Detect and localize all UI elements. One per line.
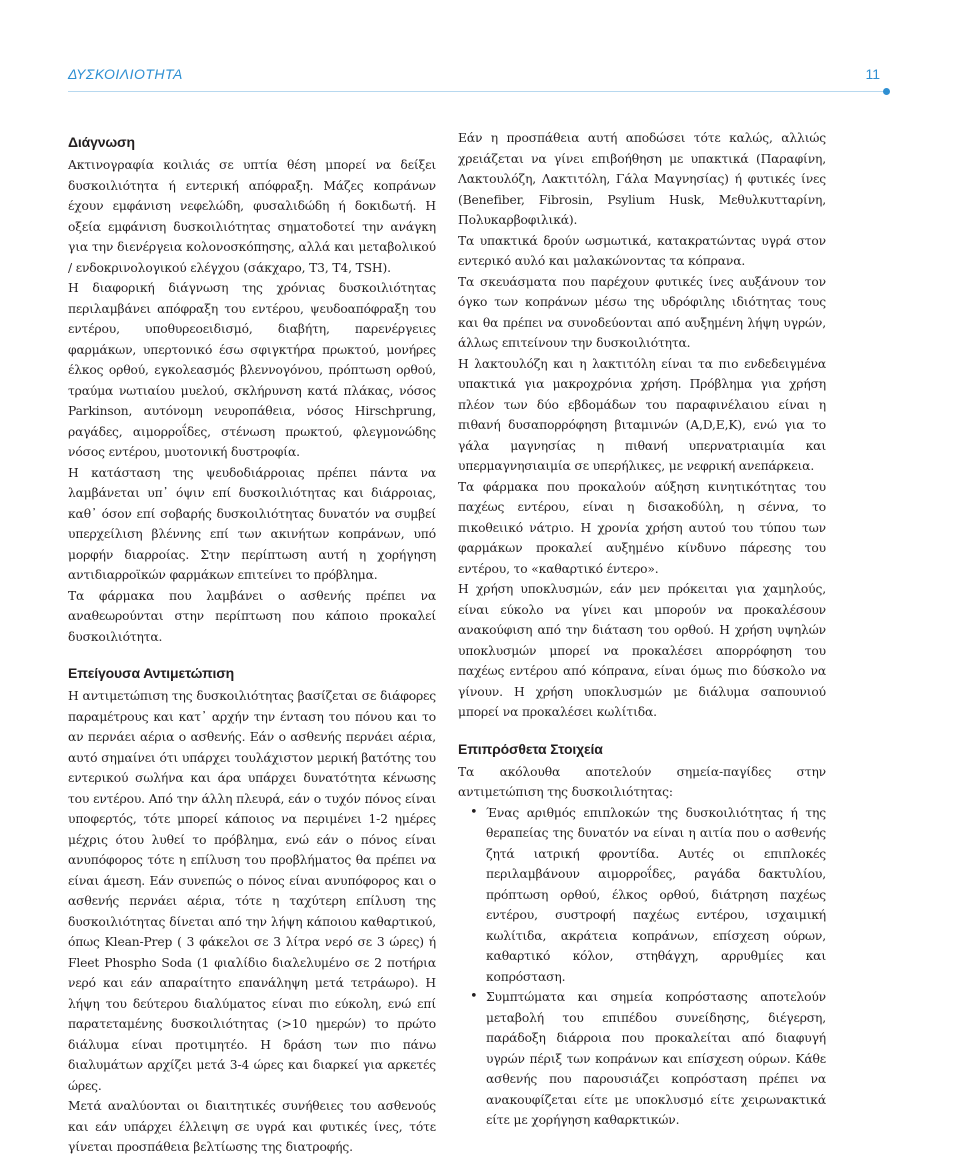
paragraph: Τα ακόλουθα αποτελούν σημεία-παγίδες στην αντιμετώπιση της δυσκοιλιότητας: <box>458 764 826 799</box>
paragraph: Τα φάρμακα που λαμβάνει ο ασθενής πρέπει να αναθεωρούνται στην περίπτωση που κάποιο προκαλεί δυσκοιλιότητα. <box>68 588 436 644</box>
bullet-list <box>458 803 826 1131</box>
list-item: • Συμπτώματα και σημεία κοπρόστασης αποτελούν μεταβολή του επιπέδου συνείδησης, διέγερση, παράδοξη διάρροια που προκαλείται από διαφυγή υγρών πέριξ των κοπράνων και επίσχεση ούρων. Κάθε ασθενής που παρουσιάζει κοπρόσταση πρέπει να ανακουφίζεται είτε με υποκλυσμό είτε χειρωνακτικά είτε με χορήγηση καθαρκτικών. <box>486 987 826 1131</box>
paragraph: Η αντιμετώπιση της δυσκοιλιότητας βασίζεται σε διάφορες παραμέτρους και κατ᾽ αρχήν την ένταση του πόνου και το αν περνάει αέρια ο ασθενής. Εάν ο ασθενής περνάει αέρια, αυτό σημαίνει ότι υπάρχει τουλάχιστον μερική βατότης του εντερικού σωλήνα και άρα υπάρχει δυνατότητα κένωσης του εντέρου. Από την άλλη πλευρά, εάν ο τυχόν πόνος είναι υποφερτός, τότε μπορεί κάποιος να περιμένει 1-2 ημέρες μέχρις ότου λυθεί το πρόβλημα, ενώ εάν ο πόνος είναι ανυπόφορος τότε η επίλυση του προβλήματος θα πρέπει να είναι άμεση. Εάν συνεπώς ο πόνος είναι ανυπόφορος και ο ασθενής περνάει αέρια, τότε η ταχύτερη επίλυση της δυσκοιλιότητας δίνεται από την λήψη κάποιου καθαρτικού, όπως Klean-Prep ( 3 φάκελοι σε 3 λίτρα νερό σε 3 ώρες) ή Fleet Phospho Soda (1 φιαλίδιο διαλελυμένο σε 2 ποτήρια νερό και εάν απαραίτητο επανάληψη μετά τετράωρο). Η λήψη του δεύτερου διαλύματος είναι πιο εύκολη, ενώ επί παρατεταμένης δυσκοιλιότητας (>10 ημερών) το πρώτο διάλυμα είναι προτιμητέο. Η δράση των πιο πάνω διαλυμάτων αρχίζει μετά 3-4 ώρες και διαρκεί για αρκετές ώρες. <box>68 689 436 1093</box>
left-column <box>68 128 436 1158</box>
header-rule-dot <box>883 88 890 95</box>
section-spacer <box>68 647 436 663</box>
paragraph: Τα φάρμακα που προκαλούν αύξηση κινητικότητας του παχέως εντέρου, είναι η δισακοδύλη, η σέννα, το πικοθειικό νάτριο. Η χρονία χρήση αυτού του τύπου των φαρμάκων προκαλεί αυξημένο κίνδυνο πάρεσης του εντέρου, το «καθαρτικό έντερο». <box>458 479 826 576</box>
paragraph: Ακτινογραφία κοιλιάς σε υπτία θέση μπορεί να δείξει δυσκοιλιότητα ή εντερική απόφραξη. Μάζες κοπράνων έχουν εμφάνιση νεφελώδη, φυσαλιδώδη ή δοκιδωτή. Η οξεία εμφάνιση δυσκοιλιότητας σηματοδοτεί την ανάγκη για την διενέργεια κολονοσκόπησης, αλλά και μεταβολικού / ενδοκρινολογικού ελέγχου (σάκχαρο, Τ3, Τ4, TSH). <box>68 158 436 275</box>
section-heading-additional: Επιπρόσθετα Στοιχεία <box>458 740 603 757</box>
page-header <box>68 64 894 90</box>
paragraph: Η λακτουλόζη και η λακτιτόλη είναι τα πιο ενδεδειγμένα υπακτικά για μακροχρόνια χρήση. Πρόβλημα για χρήση πλέον των δύο εβδομάδων του παραφινέλαιου είναι η πιθανή δυσαπορρόφηση βιταμινών (A,D,E,K), ενώ για το γάλα μαγνησίας η πιθανή υπερνατριαιμία και υπερμαγνησιαιμία σε υπερήλικες, με νεφρική ανεπάρκεια. <box>458 356 826 473</box>
paragraph: Τα σκευάσματα που παρέχουν φυτικές ίνες αυξάνουν τον όγκο των κοπράνων μέσω της υδρόφιλης ιδιότητας τους και θα πρέπει να συνοδεύονται από αυξημένη λήψη υγρών, άλλως επιτείνουν την δυσκοιλιότητα. <box>458 274 826 350</box>
paragraph: Η χρήση υποκλυσμών, εάν μεν πρόκειται για χαμηλούς, είναι εύκολο να γίνει και μπορούν να προκαλέσουν ανακούφιση από την διάταση του ορθού. Η χρήση υψηλών υποκλυσμών μπορεί να προκαλέσει απορρόφηση του παχέως εντέρου από κόπρανα, είναι όμως πιο δύσκολο να γίνουν. Η χρήση υποκλυσμών με διάλυμα σαπουνιού μπορεί να προκαλέσει κωλίτιδα. <box>458 582 826 719</box>
list-item: • Ένας αριθμός επιπλοκών της δυσκοιλιότητας ή της θεραπείας της δυνατόν να είναι η αιτία που ο ασθενής ζητά ιατρική φροντίδα. Αυτές οι επιπλοκές περιλαμβάνουν αιμορροΐδες, ραγάδα δακτυλίου, πρόπτωση ορθού, έλκος ορθού, διάτρηση παχέως εντέρου, συστροφή παχέως εντέρου, ισχαιμική κωλίτιδα, ακράτεια κοπράνων, επίσχεση ούρων, καθαρτικό κόλον, στηθάγχη, αρρυθμίες και κοπρόσταση. <box>486 803 826 988</box>
paragraph: Μετά αναλύονται οι διαιτητικές συνήθειες του ασθενούς και εάν υπάρχει έλλειψη σε υγρά και φυτικές ίνες, τότε γίνεται προσπάθεια βελτίωσης της διατροφής. <box>68 1099 436 1154</box>
right-column <box>458 128 826 1131</box>
paragraph: Η διαφορική διάγνωση της χρόνιας δυσκοιλιότητας περιλαμβάνει απόφραξη του εντέρου, ψευδοαπόφραξη του εντέρου, υποθυρεοειδισμό, διαβήτη, παρενέργειες φαρμάκων, υπερτονικό έσω σφιγκτήρα πρωκτού, μονήρες έλκος ορθού, εγκολεασμός βλεννογόνου, πρόπτωση ορθού, τραύμα νωτιαίου μυελού, σκλήρυνση κατά πλάκας, νόσος Parkinson, αυτόνομη νευροπάθεια, νόσος Hirschprung, ραγάδες, αιμορροΐδες, στένωση πρωκτού, φλεγμονώδης νόσος εντέρου, μυοτονική δυστροφία. <box>68 281 436 459</box>
section-spacer <box>458 723 826 739</box>
section-heading-emergency: Επείγουσα Αντιμετώπιση <box>68 665 235 681</box>
running-title: ΔΥΣΚΟΙΛΙΟΤΗΤΑ <box>68 66 183 82</box>
paragraph: Τα υπακτικά δρούν ωσμωτικά, κατακρατώντας υγρά στον εντερικό αυλό και μαλακώνοντας τα κόπρανα. <box>458 233 826 268</box>
page-number: 11 <box>865 66 880 82</box>
section-heading-diagnosis: Διάγνωση <box>68 134 135 150</box>
header-rule <box>68 91 886 92</box>
paragraph: Η κατάσταση της ψευδοδιάρροιας πρέπει πάντα να λαμβάνεται υπ᾽ όψιν επί δυσκοιλιότητας και διάρροιας, καθ᾽ όσον επί σοβαρής δυσκοιλιότητας δυνατόν να συμβεί υπερχείλιση βλέννης επί των ακινήτων κοπράνων, υπό μορφήν διαρροίας. Στην περίπτωση αυτή η χορήγηση αντιδιαρροϊκών φαρμάκων επιτείνει το πρόβλημα. <box>68 465 436 582</box>
paragraph: Εάν η προσπάθεια αυτή αποδώσει τότε καλώς, αλλιώς χρειάζεται να γίνει επιβοήθηση με υπακτικά (Παραφίνη, Λακτουλόζη, Λακτιτόλη, Γάλα Μαγνησίας) ή φυτικές ίνες (Benefiber, Fibrosin, Psylium Husk, Μεθυλκυτταρίνη, Πολυκαρβοφιλικά). <box>458 131 826 227</box>
